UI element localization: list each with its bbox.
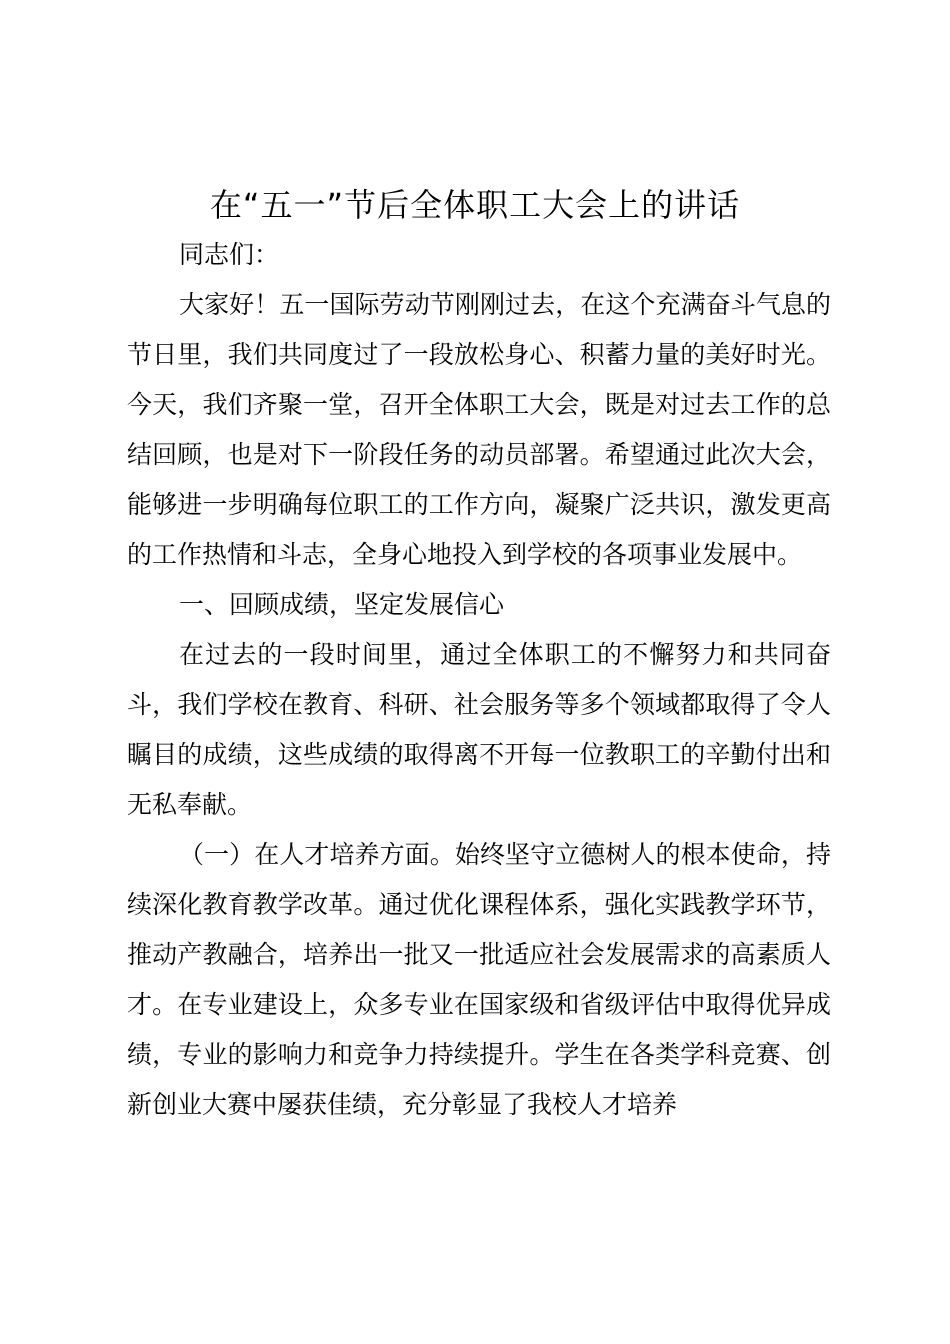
document-body bbox=[127, 230, 831, 1130]
paragraph-review: 在过去的一段时间里，通过全体职工的不懈努力和共同奋斗，我们学校在教育、科研、社会服务等多个领域都取得了令人瞩目的成绩，这些成绩的取得离不开每一位教职工的辛勤付出和无私奉献。 bbox=[127, 640, 831, 819]
paragraph-talent-cultivation: （一）在人才培养方面。始终坚守立德树人的根本使命，持续深化教育教学改革。通过优化课程体系，强化实践教学环节，推动产教融合，培养出一批又一批适应社会发展需求的高素质人才。在专业建设上，众多专业在国家级和省级评估中取得优异成绩，专业的影响力和竞争力持续提升。学生在各类学科竞赛、创新创业大赛中屡获佳绩，充分彰显了我校人才培养 bbox=[127, 840, 831, 1119]
salutation: 同志们： bbox=[179, 240, 280, 269]
document-title: 在“五一”节后全体职工大会上的讲话 bbox=[209, 186, 741, 224]
section-heading-1: 一、回顾成绩，坚定发展信心 bbox=[179, 590, 505, 619]
paragraph-intro: 大家好！五一国际劳动节刚刚过去，在这个充满奋斗气息的节日里，我们共同度过了一段放松身心、积蓄力量的美好时光。今天，我们齐聚一堂，召开全体职工大会，既是对过去工作的总结回顾，也是对下一阶段任务的动员部署。希望通过此次大会，能够进一步明确每位职工的工作方向，凝聚广泛共识，激发更高的工作热情和斗志，全身心地投入到学校的各项事业发展中。 bbox=[127, 290, 831, 569]
